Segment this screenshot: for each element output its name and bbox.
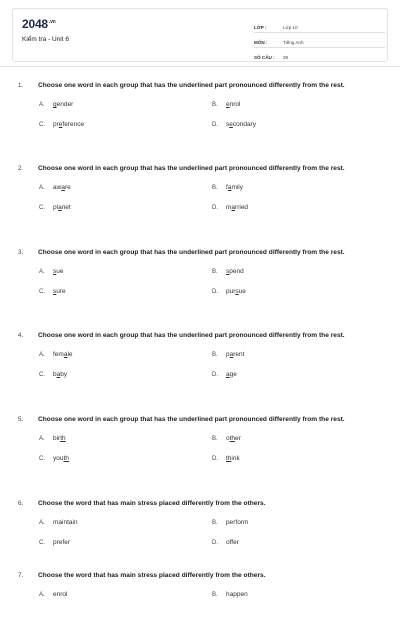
answer-option[interactable] [212,519,248,526]
option-word-pre: maintain [53,519,78,526]
answer-option[interactable] [39,455,69,462]
answer-option[interactable] [39,204,71,211]
option-word-post: mily [231,184,243,191]
option-word-post: ue [238,288,246,295]
option-word-underlined: th [60,435,66,442]
meta-value: 39 [283,55,289,60]
answer-option[interactable] [39,268,63,275]
exam-title: Kiểm tra - Unit 6 [22,36,69,43]
option-word-underlined: s [53,288,57,295]
question [18,330,388,391]
option-word [53,268,63,275]
question-text: Choose one word in each group that has the underlined part pronounced differently from the rest. [38,332,345,339]
answer-option[interactable] [39,539,70,546]
option-word-post: ure [56,288,66,295]
option-word-pre: happen [226,591,248,598]
question-number: 1. [18,82,24,89]
option-word [53,435,66,442]
answer-options [18,519,388,559]
option-letter: D. [212,540,218,546]
answer-option[interactable] [39,351,73,358]
option-letter: C. [39,289,45,295]
option-word-post: er [235,435,241,442]
option-word-underlined: th [63,455,69,462]
option-letter: A. [39,185,45,191]
option-word-post: re [64,184,71,191]
option-word-pre: prefer [53,539,70,546]
option-word-pre: aw [53,184,62,191]
answer-options [18,351,388,391]
option-word [53,121,84,128]
option-word-pre: s [226,121,230,128]
option-letter: D. [212,372,218,378]
answer-option[interactable] [212,455,240,462]
option-word [226,288,246,295]
option-word-underlined: s [53,268,57,275]
meta-value: Lớp 10 [283,25,298,30]
option-word [53,519,78,526]
option-letter: B. [212,592,218,598]
question [18,247,388,308]
option-word-pre: offer [226,539,239,546]
option-letter: B. [212,102,218,108]
answer-option[interactable] [212,371,237,378]
option-word-underlined: th [229,435,236,442]
question [18,80,388,141]
option-letter: A. [39,520,45,526]
answer-option[interactable] [39,121,84,128]
option-word [53,455,69,462]
question-header [18,163,388,174]
option-word-pre: bir [53,435,61,442]
option-letter: B. [212,520,218,526]
option-word [53,184,71,191]
option-letter: A. [39,102,45,108]
option-word [226,539,239,546]
question [18,163,388,224]
meta-row-subject [254,33,385,48]
option-word-underlined: a [61,184,65,191]
option-letter: D. [212,122,218,128]
meta-key: MÔN : [254,40,268,45]
option-word-post: by [60,371,68,378]
question-text: Choose one word in each group that has the underlined part pronounced differently from the rest. [38,165,345,172]
answer-option[interactable] [39,101,73,108]
exam-meta [254,18,385,62]
option-word-pre: fem [53,351,64,358]
option-word [53,101,73,108]
question-number: 4. [18,332,24,339]
option-word [53,371,67,378]
option-word-pre: m [226,204,232,211]
option-word-pre: b [53,371,57,378]
option-letter: D. [212,205,218,211]
option-word-pre: enrol [53,591,68,598]
question-text: Choose the word that has main stress placed differently from the others. [38,500,266,507]
option-word-post: condary [232,121,256,128]
option-word [226,101,240,108]
option-word-pre: o [226,435,230,442]
option-word [226,519,248,526]
option-word [226,371,237,378]
exam-header [12,8,388,62]
answer-option[interactable] [39,519,78,526]
option-word [53,591,67,598]
option-word-underlined: s [235,288,239,295]
question-header [18,330,388,341]
option-letter: A. [39,436,45,442]
answer-option[interactable] [39,435,66,442]
option-letter: C. [39,372,45,378]
option-letter: C. [39,122,45,128]
option-word-underlined: e [229,121,233,128]
option-word-post: le [67,351,73,358]
meta-row-count [254,48,385,62]
answer-option[interactable] [212,435,241,442]
option-word-post: rried [235,204,249,211]
option-word [226,121,256,128]
meta-key: LỚP : [254,25,267,30]
option-word [226,591,248,598]
option-word-post: nrol [229,101,241,108]
option-word-underlined: e [58,121,63,128]
option-word-underlined: a [58,204,62,211]
option-word-underlined: a [227,184,232,191]
answer-options [18,435,388,475]
answer-option[interactable] [39,591,67,598]
option-word-pre: pur [226,288,236,295]
answer-option[interactable] [212,184,243,191]
option-word [226,268,244,275]
option-word [53,288,66,295]
option-word-underlined: e [226,101,230,108]
question-header [18,570,388,581]
option-word-underlined: a [63,351,68,358]
option-word [226,204,248,211]
option-word-post: ge [229,371,237,378]
option-letter: D. [212,456,218,462]
option-word [226,435,241,442]
option-word-pre: p [226,351,230,358]
option-word-post: ink [231,455,240,462]
question-header [18,247,388,258]
option-word [53,539,70,546]
question-text: Choose one word in each group that has the underlined part pronounced differently from the rest. [38,82,345,89]
option-word-post: ender [56,101,74,108]
option-word-post: ference [62,121,85,128]
option-word-underlined: a [226,371,230,378]
question-header [18,80,388,91]
answer-option[interactable] [212,539,239,546]
answer-option[interactable] [212,204,248,211]
option-word-underlined: g [53,101,57,108]
option-word-underlined: a [56,371,61,378]
option-letter: A. [39,269,45,275]
option-letter: B. [212,185,218,191]
option-word-pre: you [53,455,64,462]
meta-row-class [254,18,385,33]
option-word-pre: f [226,184,228,191]
question-header [18,414,388,425]
option-letter: B. [212,269,218,275]
question-number: 6. [18,500,24,507]
answer-option[interactable] [39,288,66,295]
option-word-underlined: a [231,204,236,211]
answer-option[interactable] [212,268,244,275]
option-word-underlined: a [229,351,234,358]
option-letter: B. [212,436,218,442]
answer-option[interactable] [212,101,240,108]
question-header [18,498,388,509]
answer-option[interactable] [212,351,244,358]
answer-options [18,268,388,308]
option-letter: A. [39,592,45,598]
option-letter: B. [212,352,218,358]
answer-option[interactable] [39,371,67,378]
meta-key: SỐ CÂU : [254,55,275,60]
option-word [53,351,73,358]
answer-option[interactable] [212,121,256,128]
option-letter: C. [39,540,45,546]
option-word [226,184,243,191]
option-word-pre: pl [53,204,59,211]
question-text: Choose one word in each group that has the underlined part pronounced differently from the rest. [38,249,345,256]
meta-value: Tiếng Anh [283,40,304,45]
answer-options [18,591,388,631]
option-letter: C. [39,456,45,462]
question-number: 5. [18,416,24,423]
question [18,570,388,631]
option-word [226,351,244,358]
option-word-post: net [61,204,71,211]
option-letter: C. [39,205,45,211]
brand-name: 2048 [22,17,48,31]
option-word-underlined: th [226,455,232,462]
option-word-pre: perform [226,519,249,526]
question-number: 2. [18,165,24,172]
question [18,414,388,475]
option-letter: D. [212,289,218,295]
answer-option[interactable] [212,288,246,295]
option-letter: A. [39,352,45,358]
option-word [53,204,71,211]
option-word-post: pend [229,268,244,275]
header-divider [0,66,400,67]
option-word-pre: pr [53,121,59,128]
question-text: Choose one word in each group that has the underlined part pronounced differently from the rest. [38,416,345,423]
brand-logo [22,17,56,31]
answer-option[interactable] [39,184,71,191]
option-word-underlined: s [226,268,230,275]
option-word-post: ue [56,268,64,275]
answer-option[interactable] [212,591,248,598]
brand-suffix: .vn [48,19,56,25]
answer-options [18,184,388,224]
question-number: 7. [18,572,24,579]
question-number: 3. [18,249,24,256]
option-word [226,455,240,462]
question-text: Choose the word that has main stress placed differently from the others. [38,572,266,579]
question [18,498,388,559]
answer-options [18,101,388,141]
option-word-post: rent [233,351,245,358]
